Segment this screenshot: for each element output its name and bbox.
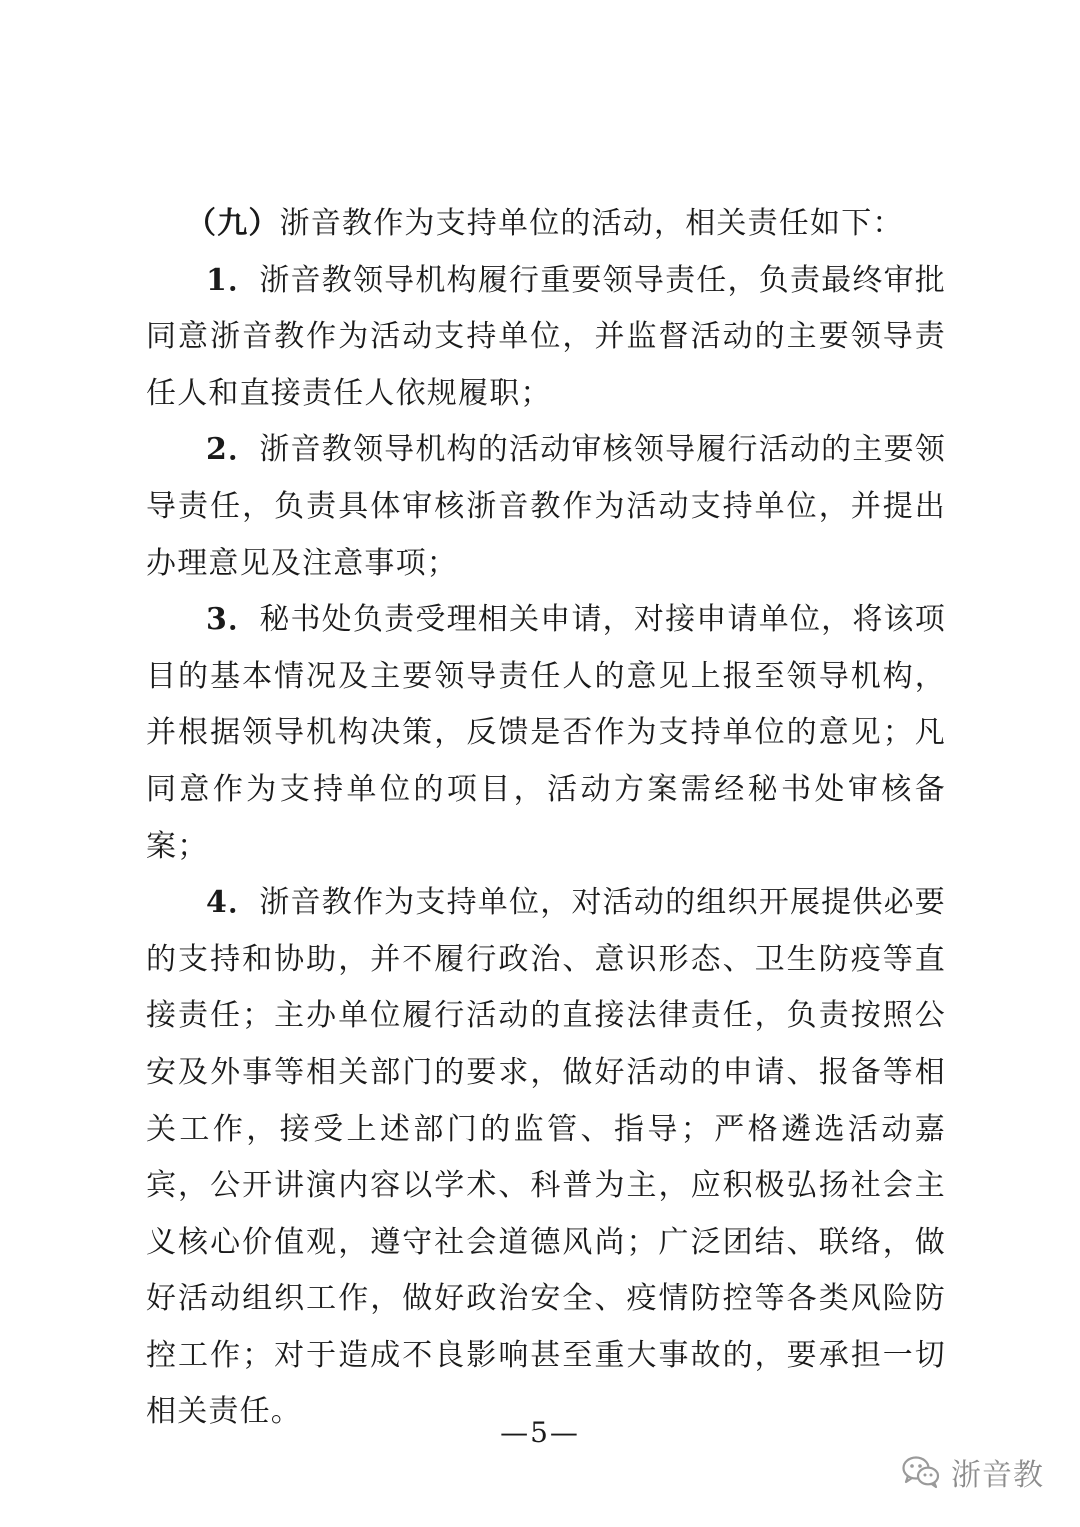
item-text: 浙音教领导机构的活动审核领导履行活动的主要领导责任，负责具体审核浙音教作为活动支持单位，并提出办理意见及注意事项； [146,432,946,581]
item-marker: 1． [206,262,260,298]
item-marker: 2． [206,432,260,468]
section-heading [146,196,946,253]
list-item [146,592,946,875]
wechat-icon [901,1455,941,1489]
list-item [146,875,946,1441]
page-number: —5— [500,1416,580,1449]
watermark [901,1450,1044,1494]
list-item [146,422,946,592]
watermark-text: 浙音教 [951,1458,1044,1493]
list-item [146,253,946,423]
document-body [146,196,946,1441]
item-marker: 3． [206,602,260,638]
item-text: 浙音教领导机构履行重要领导责任，负责最终审批同意浙音教作为活动支持单位，并监督活动的主要领导责任人和直接责任人依规履职； [146,262,946,411]
item-text: 秘书处负责受理相关申请，对接申请单位，将该项目的基本情况及主要领导责任人的意见上报至领导机构，并根据领导机构决策，反馈是否作为支持单位的意见；凡同意作为支持单位的项目，活动方案需经秘书处审核备案； [146,602,946,864]
item-marker: 4． [206,885,260,921]
section-heading-text: 浙音教作为支持单位的活动，相关责任如下： [279,206,904,241]
section-marker: （九） [186,206,280,241]
item-text: 浙音教作为支持单位，对活动的组织开展提供必要的支持和协助，并不履行政治、意识形态、卫生防疫等直接责任；主办单位履行活动的直接法律责任，负责按照公安及外事等相关部门的要求，做好活动的申请、报备等相关工作，接受上述部门的监管、指导；严格遴选活动嘉宾，公开讲演内容以学术、科普为主，应积极弘扬社会主义核心价值观，遵守社会道德风尚；广泛团结、联络，做好活动组织工作，做好政治安全、疫情防控等各类风险防控工作；对于造成不良影响甚至重大事故的，要承担一切相关责任。 [146,885,946,1430]
